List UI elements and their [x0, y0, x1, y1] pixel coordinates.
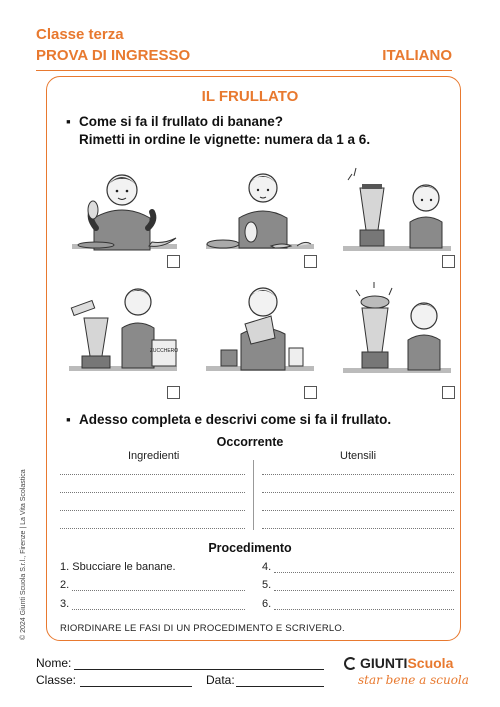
step-5-line[interactable]	[274, 590, 454, 591]
comic-grid	[64, 158, 456, 404]
comic-panel-blending	[338, 278, 456, 382]
boy-pouring-milk-illustration	[64, 278, 182, 382]
comic-panel-peeling	[64, 158, 182, 262]
giunti-scuola-logo	[344, 655, 453, 671]
tool-line-2[interactable]	[262, 492, 454, 493]
copyright-notice: © 2024 Giunti Scuola S.r.l., Firenze | La Vita Scolastica	[20, 469, 27, 640]
name-label: Nome:	[36, 656, 72, 670]
header-divider	[36, 70, 452, 71]
comic-panel-blender-empty	[338, 158, 456, 262]
bullet-icon: ▪	[66, 412, 71, 427]
exercise-title: IL FRULLATO	[201, 88, 299, 105]
test-label: PROVA DI INGRESSO	[36, 47, 191, 64]
order-box-panel-4[interactable]	[167, 386, 180, 399]
bullet-icon: ▪	[66, 114, 71, 129]
occorrente-title: Occorrente	[216, 435, 284, 449]
boy-peeling-banana-illustration	[64, 158, 182, 262]
tool-line-1[interactable]	[262, 474, 454, 475]
boy-drinking-smoothie-illustration	[201, 278, 319, 382]
comic-panel-slicing	[201, 158, 319, 262]
order-box-panel-3[interactable]	[442, 255, 455, 268]
step-6-line[interactable]	[274, 609, 454, 610]
ingredient-line-3[interactable]	[60, 510, 245, 511]
subject-label: ITALIANO	[382, 47, 452, 64]
step-3-line[interactable]	[72, 609, 245, 610]
tool-line-4[interactable]	[262, 528, 454, 529]
step-2	[60, 579, 69, 591]
order-box-panel-5[interactable]	[304, 386, 317, 399]
procedimento-title: Procedimento	[208, 541, 292, 555]
order-box-panel-6[interactable]	[442, 386, 455, 399]
question-1-text: Come si fa il frullato di banane?	[79, 114, 284, 129]
column-divider	[253, 460, 254, 530]
class-field-label: Classe:	[36, 673, 77, 687]
question-1	[66, 114, 283, 129]
comic-panel-adding-sugar	[64, 278, 182, 382]
ingredients-column-title: Ingredienti	[128, 450, 180, 462]
step-number: 3.	[60, 598, 70, 610]
date-field[interactable]	[236, 686, 324, 687]
ingredient-line-2[interactable]	[60, 492, 245, 493]
class-label: Classe terza	[36, 26, 124, 43]
step-number: 2.	[60, 579, 70, 591]
step-1	[60, 561, 176, 573]
sugar-jar-label: ZUCCHERO	[149, 348, 179, 354]
step-4	[262, 561, 271, 573]
boy-slicing-banana-illustration	[201, 158, 319, 262]
order-box-panel-1[interactable]	[167, 255, 180, 268]
ingredient-line-1[interactable]	[60, 474, 245, 475]
giunti-g-icon	[344, 657, 357, 670]
name-field[interactable]	[74, 669, 324, 670]
class-field[interactable]	[80, 686, 192, 687]
tool-line-3[interactable]	[262, 510, 454, 511]
brand-tagline: star bene a scuola	[358, 673, 469, 687]
brand-name: GIUNTI	[360, 655, 408, 671]
brand-name-accent: Scuola	[407, 655, 454, 671]
question-2	[66, 412, 391, 427]
step-3	[60, 598, 69, 610]
step-4-line[interactable]	[274, 572, 454, 573]
step-number: 6.	[262, 598, 272, 610]
ingredient-line-4[interactable]	[60, 528, 245, 529]
order-box-panel-2[interactable]	[304, 255, 317, 268]
comic-panel-drinking	[201, 278, 319, 382]
step-6	[262, 598, 271, 610]
step-text: Sbucciare le banane.	[72, 561, 176, 573]
tools-column-title: Utensili	[340, 450, 377, 462]
question-2-text: Adesso completa e descrivi come si fa il frullato.	[79, 412, 392, 427]
blender-running-illustration	[338, 278, 456, 382]
step-5	[262, 579, 271, 591]
step-number: 4.	[262, 561, 272, 573]
learning-objective: RIORDINARE LE FASI DI UN PROCEDIMENTO E SCRIVERLO.	[60, 623, 345, 634]
step-number: 5.	[262, 579, 272, 591]
question-1-instruction: Rimetti in ordine le vignette: numera da 1 a 6.	[79, 132, 371, 147]
step-2-line[interactable]	[72, 590, 245, 591]
date-label: Data:	[206, 673, 235, 687]
blender-with-boy-illustration	[338, 158, 456, 262]
step-number: 1.	[60, 561, 70, 573]
